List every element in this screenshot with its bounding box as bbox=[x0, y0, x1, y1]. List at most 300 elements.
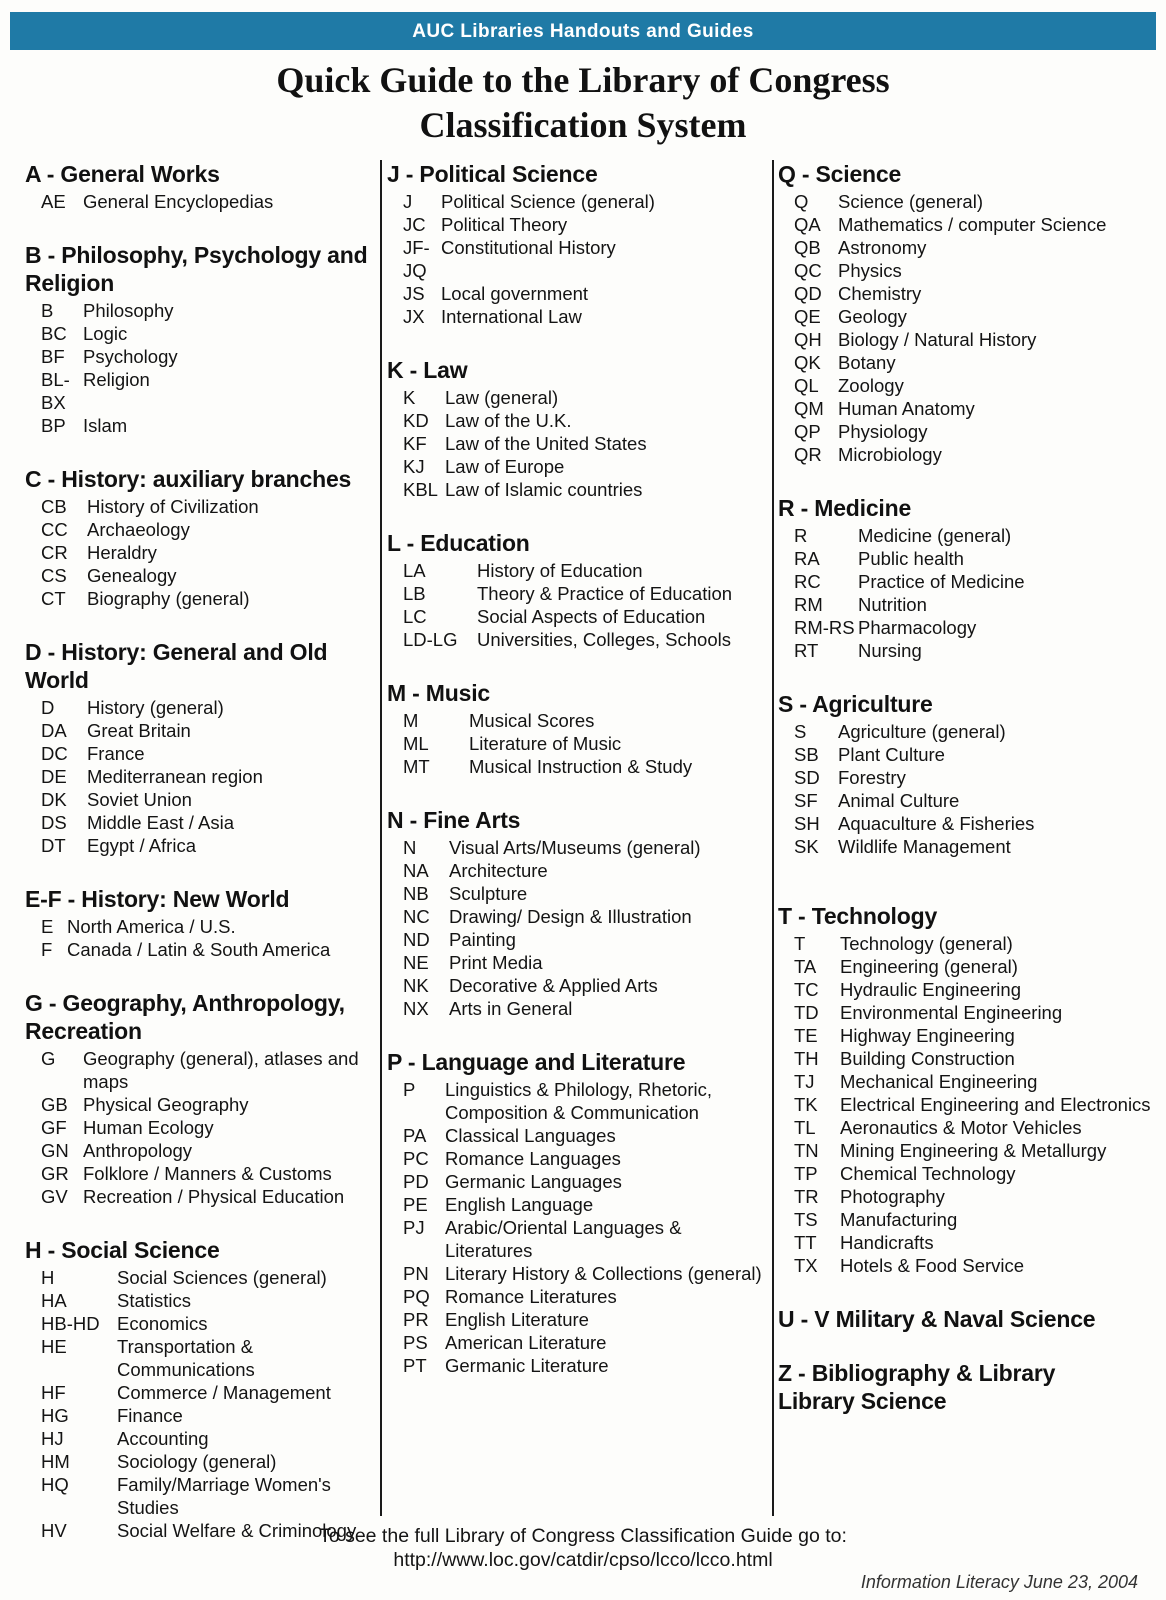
class-code: QD bbox=[794, 283, 822, 304]
column-3 bbox=[778, 160, 1158, 1441]
class-label: Musical Scores bbox=[469, 710, 595, 731]
class-code: DT bbox=[41, 835, 66, 856]
list-item bbox=[778, 397, 1158, 420]
class-list bbox=[387, 1078, 767, 1377]
list-item bbox=[778, 1231, 1158, 1254]
class-code: B bbox=[41, 300, 54, 321]
class-code: SF bbox=[794, 790, 818, 811]
class-code: HJ bbox=[41, 1428, 64, 1449]
class-code: HM bbox=[41, 1451, 70, 1472]
class-list bbox=[778, 720, 1158, 858]
list-item bbox=[25, 518, 375, 541]
list-item bbox=[25, 541, 375, 564]
class-label: Medicine (general) bbox=[858, 525, 1012, 546]
class-code: CS bbox=[41, 565, 67, 586]
class-label: Astronomy bbox=[838, 237, 927, 258]
class-code: ML bbox=[403, 733, 429, 754]
class-code: SD bbox=[794, 767, 820, 788]
list-item bbox=[778, 1254, 1158, 1277]
list-item bbox=[387, 859, 767, 882]
class-code: DC bbox=[41, 743, 68, 764]
class-label: Political Theory bbox=[441, 214, 568, 235]
section-heading: L - Education bbox=[387, 530, 530, 556]
list-item bbox=[25, 495, 375, 518]
class-label: Plant Culture bbox=[838, 744, 945, 765]
column-divider bbox=[772, 160, 774, 1516]
class-code: NE bbox=[403, 952, 429, 973]
list-item bbox=[778, 1070, 1158, 1093]
class-label: Highway Engineering bbox=[840, 1025, 1015, 1046]
class-label: English Language bbox=[445, 1194, 594, 1215]
class-label: Mechanical Engineering bbox=[840, 1071, 1038, 1092]
class-code: TR bbox=[794, 1186, 819, 1207]
class-code: R bbox=[794, 525, 808, 546]
list-item bbox=[387, 628, 767, 651]
class-label: Musical Instruction & Study bbox=[469, 756, 693, 777]
list-item bbox=[25, 1450, 375, 1473]
class-code: DS bbox=[41, 812, 67, 833]
list-item bbox=[778, 1001, 1158, 1024]
list-item bbox=[25, 696, 375, 719]
class-label: Geology bbox=[838, 306, 907, 327]
section-heading: Q - Science bbox=[778, 161, 902, 187]
class-list bbox=[25, 1047, 375, 1208]
list-item bbox=[778, 978, 1158, 1001]
class-label: Logic bbox=[83, 323, 128, 344]
section-heading: K - Law bbox=[387, 357, 468, 383]
list-item bbox=[25, 938, 375, 961]
class-label: Canada / Latin & South America bbox=[67, 939, 331, 960]
list-item bbox=[387, 386, 767, 409]
class-label: Sociology (general) bbox=[117, 1451, 277, 1472]
class-code: DA bbox=[41, 720, 67, 741]
class-code: TE bbox=[794, 1025, 818, 1046]
section bbox=[25, 241, 375, 437]
list-item bbox=[387, 905, 767, 928]
class-label: Handicrafts bbox=[840, 1232, 934, 1253]
page-title bbox=[0, 58, 1166, 148]
list-item bbox=[778, 305, 1158, 328]
class-label: Photography bbox=[840, 1186, 945, 1207]
class-label: Law of the U.K. bbox=[445, 410, 572, 431]
list-item bbox=[25, 1185, 375, 1208]
class-code: LB bbox=[403, 583, 426, 604]
title-line-2: Classification System bbox=[419, 105, 747, 145]
class-code: TJ bbox=[794, 1071, 815, 1092]
class-label: Biology / Natural History bbox=[838, 329, 1037, 350]
class-code: QB bbox=[794, 237, 821, 258]
class-label: Physics bbox=[838, 260, 902, 281]
class-label: Arts in General bbox=[449, 998, 573, 1019]
section bbox=[25, 638, 375, 857]
class-label: Chemical Technology bbox=[840, 1163, 1016, 1184]
section-heading: R - Medicine bbox=[778, 495, 912, 521]
class-label: Public health bbox=[858, 548, 964, 569]
list-item bbox=[387, 282, 767, 305]
list-item bbox=[387, 1078, 767, 1124]
list-item bbox=[25, 1289, 375, 1312]
class-code: TC bbox=[794, 979, 819, 1000]
class-label: Universities, Colleges, Schools bbox=[477, 629, 731, 650]
section bbox=[25, 1236, 375, 1542]
list-item bbox=[778, 524, 1158, 547]
list-item bbox=[25, 368, 375, 414]
class-label: Human Ecology bbox=[83, 1117, 214, 1138]
class-label: Theory & Practice of Education bbox=[477, 583, 733, 604]
class-label: Linguistics & Philology, Rhetoric, Composition & Communication bbox=[445, 1079, 713, 1123]
class-label: Zoology bbox=[838, 375, 904, 396]
column-divider bbox=[380, 160, 382, 1516]
section bbox=[387, 356, 767, 501]
class-code: PA bbox=[403, 1125, 427, 1146]
list-item bbox=[778, 351, 1158, 374]
class-label: Philosophy bbox=[83, 300, 174, 321]
list-item bbox=[25, 765, 375, 788]
class-label: History of Education bbox=[477, 560, 643, 581]
class-code: PJ bbox=[403, 1217, 425, 1238]
list-item bbox=[387, 1170, 767, 1193]
class-label: Islam bbox=[83, 415, 128, 436]
class-code: HG bbox=[41, 1405, 69, 1426]
class-label: Accounting bbox=[117, 1428, 209, 1449]
list-item bbox=[778, 213, 1158, 236]
class-code: BL-BX bbox=[41, 369, 70, 413]
class-code: QL bbox=[794, 375, 819, 396]
class-label: Nutrition bbox=[858, 594, 927, 615]
class-label: Romance Literatures bbox=[445, 1286, 617, 1307]
list-item bbox=[778, 1116, 1158, 1139]
class-list bbox=[387, 386, 767, 501]
list-item bbox=[25, 414, 375, 437]
class-code: PD bbox=[403, 1171, 429, 1192]
class-code: JX bbox=[403, 306, 425, 327]
section bbox=[778, 690, 1158, 858]
class-label: Recreation / Physical Education bbox=[83, 1186, 345, 1207]
class-label: Family/Marriage Women's Studies bbox=[117, 1474, 331, 1518]
list-item bbox=[387, 1216, 767, 1262]
section bbox=[25, 465, 375, 610]
class-label: Great Britain bbox=[87, 720, 191, 741]
class-label: Social Aspects of Education bbox=[477, 606, 706, 627]
class-code: RC bbox=[794, 571, 821, 592]
section bbox=[387, 529, 767, 651]
class-code: E bbox=[41, 916, 54, 937]
list-item bbox=[778, 743, 1158, 766]
class-list bbox=[778, 524, 1158, 662]
class-label: Mining Engineering & Metallurgy bbox=[840, 1140, 1107, 1161]
class-label: Romance Languages bbox=[445, 1148, 621, 1169]
list-item bbox=[387, 1354, 767, 1377]
list-item bbox=[25, 1093, 375, 1116]
list-item bbox=[778, 547, 1158, 570]
class-code: TP bbox=[794, 1163, 818, 1184]
class-code: TL bbox=[794, 1117, 816, 1138]
class-code: SK bbox=[794, 836, 819, 857]
list-item bbox=[778, 1185, 1158, 1208]
class-label: General Encyclopedias bbox=[83, 191, 274, 212]
list-item bbox=[387, 836, 767, 859]
list-item bbox=[25, 834, 375, 857]
list-item bbox=[25, 1312, 375, 1335]
class-code: TN bbox=[794, 1140, 819, 1161]
class-code: NA bbox=[403, 860, 429, 881]
class-label: Folklore / Manners & Customs bbox=[83, 1163, 332, 1184]
list-item bbox=[387, 1193, 767, 1216]
class-label: Practice of Medicine bbox=[858, 571, 1025, 592]
list-item bbox=[25, 1404, 375, 1427]
class-code: CB bbox=[41, 496, 67, 517]
class-label: Architecture bbox=[449, 860, 548, 881]
class-code: KD bbox=[403, 410, 429, 431]
class-label: Arabic/Oriental Languages & Literatures bbox=[445, 1217, 682, 1261]
class-code: NC bbox=[403, 906, 430, 927]
list-item bbox=[387, 409, 767, 432]
list-item bbox=[387, 582, 767, 605]
list-item bbox=[25, 1116, 375, 1139]
class-list bbox=[25, 696, 375, 857]
class-code: PQ bbox=[403, 1286, 430, 1307]
list-item bbox=[25, 915, 375, 938]
class-label: Electrical Engineering and Electronics bbox=[840, 1094, 1151, 1115]
section-heading: A - General Works bbox=[25, 161, 220, 187]
section bbox=[387, 806, 767, 1020]
class-label: Print Media bbox=[449, 952, 543, 973]
class-label: Anthropology bbox=[83, 1140, 193, 1161]
class-label: Hydraulic Engineering bbox=[840, 979, 1021, 1000]
class-code: RM-RS bbox=[794, 617, 855, 638]
class-label: Painting bbox=[449, 929, 516, 950]
class-code: RM bbox=[794, 594, 823, 615]
class-label: Heraldry bbox=[87, 542, 157, 563]
class-list bbox=[25, 1266, 375, 1542]
list-item bbox=[25, 719, 375, 742]
list-item bbox=[387, 732, 767, 755]
class-label: Forestry bbox=[838, 767, 906, 788]
list-item bbox=[778, 616, 1158, 639]
list-item bbox=[778, 570, 1158, 593]
class-code: MT bbox=[403, 756, 430, 777]
class-label: Egypt / Africa bbox=[87, 835, 196, 856]
list-item bbox=[387, 1285, 767, 1308]
class-code: PR bbox=[403, 1309, 429, 1330]
class-code: PC bbox=[403, 1148, 429, 1169]
class-code: TS bbox=[794, 1209, 818, 1230]
class-label: International Law bbox=[441, 306, 582, 327]
class-label: Animal Culture bbox=[838, 790, 960, 811]
class-label: History (general) bbox=[87, 697, 224, 718]
class-label: Statistics bbox=[117, 1290, 192, 1311]
class-code: BF bbox=[41, 346, 65, 367]
class-list bbox=[25, 190, 375, 213]
class-code: QM bbox=[794, 398, 824, 419]
list-item bbox=[778, 1208, 1158, 1231]
list-item bbox=[25, 1473, 375, 1519]
list-item bbox=[778, 1047, 1158, 1070]
section-heading: Z - Bibliography & Library Library Science bbox=[778, 1360, 1056, 1414]
class-label: Technology (general) bbox=[840, 933, 1013, 954]
list-item bbox=[778, 236, 1158, 259]
list-item bbox=[25, 1335, 375, 1381]
class-label: Aeronautics & Motor Vehicles bbox=[840, 1117, 1082, 1138]
class-code: KF bbox=[403, 433, 427, 454]
list-item bbox=[387, 882, 767, 905]
class-code: D bbox=[41, 697, 55, 718]
class-label: Science (general) bbox=[838, 191, 983, 212]
class-code: SH bbox=[794, 813, 820, 834]
title-line-1: Quick Guide to the Library of Congress bbox=[276, 60, 890, 100]
class-label: Botany bbox=[838, 352, 896, 373]
list-item bbox=[778, 812, 1158, 835]
list-item bbox=[25, 742, 375, 765]
class-label: Sculpture bbox=[449, 883, 528, 904]
class-code: T bbox=[794, 933, 806, 954]
class-label: Germanic Literature bbox=[445, 1355, 609, 1376]
class-code: PE bbox=[403, 1194, 428, 1215]
class-code: TT bbox=[794, 1232, 817, 1253]
class-code: HQ bbox=[41, 1474, 69, 1495]
class-label: Commerce / Management bbox=[117, 1382, 331, 1403]
class-code: NX bbox=[403, 998, 429, 1019]
class-label: Genealogy bbox=[87, 565, 177, 586]
class-code: QC bbox=[794, 260, 822, 281]
class-code: TK bbox=[794, 1094, 818, 1115]
list-item bbox=[387, 1124, 767, 1147]
class-label: Aquaculture & Fisheries bbox=[838, 813, 1035, 834]
list-item bbox=[778, 593, 1158, 616]
class-code: DK bbox=[41, 789, 67, 810]
section bbox=[778, 1305, 1158, 1333]
class-label: Wildlife Management bbox=[838, 836, 1011, 857]
list-item bbox=[778, 932, 1158, 955]
class-label: Law of Europe bbox=[445, 456, 565, 477]
class-code: GR bbox=[41, 1163, 69, 1184]
class-code: JC bbox=[403, 214, 426, 235]
class-label: Soviet Union bbox=[87, 789, 192, 810]
list-item bbox=[25, 322, 375, 345]
class-code: RT bbox=[794, 640, 819, 661]
section-heading: G - Geography, Anthropology, Recreation bbox=[25, 990, 345, 1044]
section bbox=[778, 494, 1158, 662]
class-code: LC bbox=[403, 606, 427, 627]
footer-url[interactable]: http://www.loc.gov/catdir/cpso/lcco/lcco.html bbox=[393, 1549, 773, 1571]
section bbox=[778, 160, 1158, 466]
class-code: ND bbox=[403, 929, 430, 950]
class-code: LA bbox=[403, 560, 426, 581]
list-item bbox=[778, 1024, 1158, 1047]
class-label: Building Construction bbox=[840, 1048, 1015, 1069]
class-label: Microbiology bbox=[838, 444, 942, 465]
class-label: Human Anatomy bbox=[838, 398, 975, 419]
class-code: NB bbox=[403, 883, 429, 904]
class-label: Political Science (general) bbox=[441, 191, 655, 212]
credit-line: Information Literacy June 23, 2004 bbox=[860, 1572, 1138, 1592]
list-item bbox=[778, 259, 1158, 282]
section-heading: J - Political Science bbox=[387, 161, 598, 187]
class-code: TH bbox=[794, 1048, 819, 1069]
list-item bbox=[25, 1427, 375, 1450]
section bbox=[25, 885, 375, 961]
class-code: PS bbox=[403, 1332, 428, 1353]
class-code: GV bbox=[41, 1186, 68, 1207]
section-heading: C - History: auxiliary branches bbox=[25, 466, 352, 492]
class-label: Agriculture (general) bbox=[838, 721, 1006, 742]
class-code: S bbox=[794, 721, 807, 742]
class-code: CT bbox=[41, 588, 66, 609]
class-label: Law of the United States bbox=[445, 433, 647, 454]
class-label: North America / U.S. bbox=[67, 916, 236, 937]
class-code: HF bbox=[41, 1382, 66, 1403]
class-code: JF-JQ bbox=[403, 237, 430, 281]
section-heading: T - Technology bbox=[778, 903, 938, 929]
class-code: HE bbox=[41, 1336, 67, 1357]
list-item bbox=[25, 811, 375, 834]
class-label: Drawing/ Design & Illustration bbox=[449, 906, 692, 927]
section bbox=[387, 160, 767, 328]
class-code: GF bbox=[41, 1117, 67, 1138]
class-code: NK bbox=[403, 975, 429, 996]
class-code: RA bbox=[794, 548, 820, 569]
list-item bbox=[387, 236, 767, 282]
class-label: Physical Geography bbox=[83, 1094, 249, 1115]
list-item bbox=[778, 374, 1158, 397]
class-label: Social Sciences (general) bbox=[117, 1267, 327, 1288]
section-heading: M - Music bbox=[387, 680, 490, 706]
list-item bbox=[778, 766, 1158, 789]
class-code: TX bbox=[794, 1255, 818, 1276]
class-code: K bbox=[403, 387, 416, 408]
list-item bbox=[25, 1139, 375, 1162]
list-item bbox=[778, 789, 1158, 812]
list-item bbox=[778, 1093, 1158, 1116]
list-item bbox=[387, 928, 767, 951]
class-label: Germanic Languages bbox=[445, 1171, 622, 1192]
class-code: HA bbox=[41, 1290, 67, 1311]
list-item bbox=[778, 1162, 1158, 1185]
footer-text: To see the full Library of Congress Classification Guide go to: bbox=[319, 1525, 847, 1547]
class-code: GN bbox=[41, 1140, 69, 1161]
class-list bbox=[387, 836, 767, 1020]
list-item bbox=[387, 605, 767, 628]
class-label: Physiology bbox=[838, 421, 928, 442]
section bbox=[25, 160, 375, 213]
class-label: Chemistry bbox=[838, 283, 922, 304]
class-code: TA bbox=[794, 956, 817, 977]
class-code: BP bbox=[41, 415, 66, 436]
class-list bbox=[778, 190, 1158, 466]
class-label: Economics bbox=[117, 1313, 208, 1334]
class-label: Middle East / Asia bbox=[87, 812, 235, 833]
list-item bbox=[778, 190, 1158, 213]
list-item bbox=[778, 328, 1158, 351]
section-heading: E-F - History: New World bbox=[25, 886, 290, 912]
class-code: AE bbox=[41, 191, 66, 212]
list-item bbox=[25, 564, 375, 587]
section bbox=[778, 1359, 1158, 1415]
class-list bbox=[25, 495, 375, 610]
class-label: English Literature bbox=[445, 1309, 589, 1330]
list-item bbox=[387, 951, 767, 974]
class-label: Archaeology bbox=[87, 519, 190, 540]
list-item bbox=[25, 1162, 375, 1185]
class-label: Law (general) bbox=[445, 387, 559, 408]
class-code: QH bbox=[794, 329, 822, 350]
class-label: Environmental Engineering bbox=[840, 1002, 1063, 1023]
class-label: Hotels & Food Service bbox=[840, 1255, 1025, 1276]
class-list bbox=[387, 190, 767, 328]
class-label: Mediterranean region bbox=[87, 766, 263, 787]
class-code: P bbox=[403, 1079, 416, 1100]
section-heading: U - V Military & Naval Science bbox=[778, 1306, 1096, 1332]
